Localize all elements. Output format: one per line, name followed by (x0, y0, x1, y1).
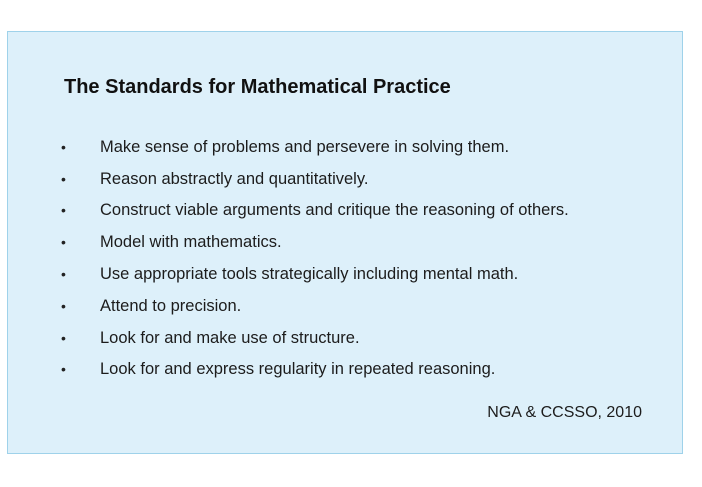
list-item-text: Make sense of problems and persevere in solving them. (100, 137, 510, 156)
list-item (61, 290, 569, 322)
bullet-icon: • (61, 329, 66, 346)
bullet-icon: • (61, 297, 66, 314)
list-item-text: Model with mathematics. (100, 233, 282, 252)
bullet-icon: • (61, 138, 66, 155)
list-item-text: Use appropriate tools strategically including mental math. (100, 265, 519, 284)
callout-title: The Standards for Mathematical Practice (64, 76, 451, 98)
list-item (61, 226, 569, 258)
list-item-text: Attend to precision. (100, 296, 242, 315)
list-item (61, 322, 569, 354)
list-item-text: Reason abstractly and quantitatively. (100, 169, 369, 188)
list-item-text: Look for and make use of structure. (100, 328, 360, 347)
bullet-icon: • (61, 202, 66, 219)
list-item (61, 195, 569, 227)
list-item-text: Look for and express regularity in repeated reasoning. (100, 360, 496, 379)
list-item (61, 163, 569, 195)
bullet-icon: • (61, 266, 66, 283)
list-item-text: Construct viable arguments and critique the reasoning of others. (100, 201, 569, 220)
bullet-icon: • (61, 170, 66, 187)
standards-list (61, 131, 569, 385)
list-item (61, 258, 569, 290)
list-item (61, 354, 569, 386)
list-item (61, 131, 569, 163)
bullet-icon: • (61, 234, 66, 251)
citation: NGA & CCSSO, 2010 (487, 404, 642, 421)
bullet-icon: • (61, 361, 66, 378)
standards-callout-box (7, 31, 683, 454)
